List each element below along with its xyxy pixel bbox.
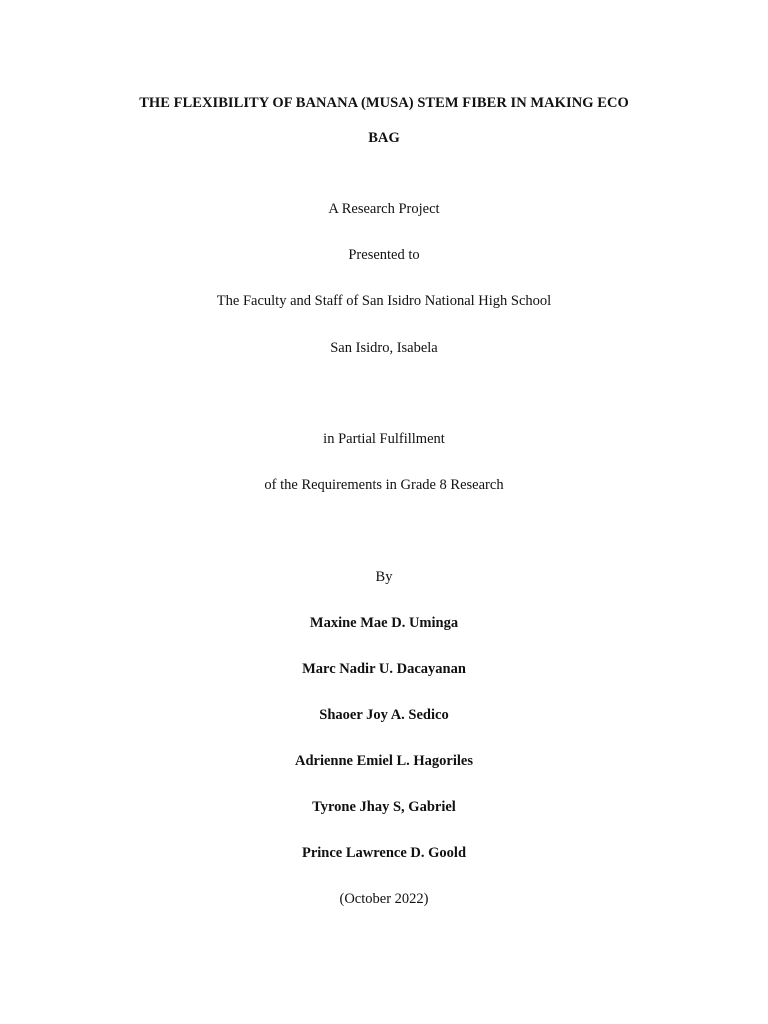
author-name: Tyrone Jhay S, Gabriel [312, 799, 456, 815]
institution-location: San Isidro, Isabela [330, 340, 438, 356]
fulfillment-line-1: in Partial Fulfillment [323, 431, 445, 447]
author-name: Marc Nadir U. Dacayanan [302, 661, 466, 677]
author-name: Adrienne Emiel L. Hagoriles [294, 753, 473, 769]
by-label: By [375, 569, 393, 585]
submission-date: (October 2022) [339, 891, 429, 907]
institution-name: The Faculty and Staff of San Isidro National High School [216, 293, 552, 309]
author-name: Prince Lawrence D. Goold [301, 845, 467, 861]
title-line-1: THE FLEXIBILITY OF BANANA (MUSA) STEM FIBER IN MAKING ECO [139, 95, 629, 111]
author-name: Maxine Mae D. Uminga [309, 615, 459, 631]
author-name: Shaoer Joy A. Sedico [319, 707, 449, 723]
project-type: A Research Project [328, 201, 440, 217]
fulfillment-line-2: of the Requirements in Grade 8 Research [264, 477, 504, 493]
presented-to: Presented to [348, 247, 420, 263]
title-line-2: BAG [368, 130, 400, 146]
